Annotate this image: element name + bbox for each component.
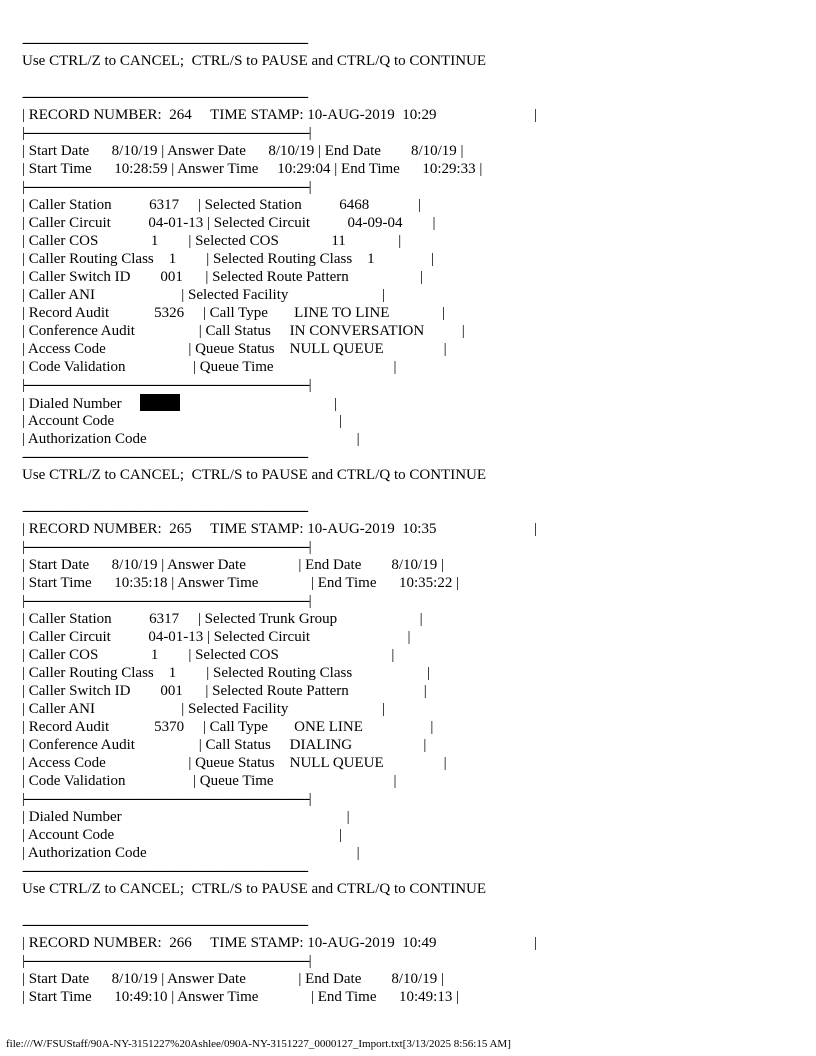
- dialed-number-label: | Dialed Number: [22, 396, 141, 412]
- report-line: | Caller Station 6317 | Selected Trunk Group |: [22, 611, 423, 627]
- report-line: | Access Code | Queue Status NULL QUEUE |: [22, 755, 447, 771]
- report-line: | Caller Routing Class 1 | Selected Routing Class |: [22, 665, 431, 681]
- report-line: | Account Code |: [22, 413, 343, 429]
- report-line: | Code Validation | Queue Time |: [22, 359, 397, 375]
- report-line: | Start Time 10:49:10 | Answer Time | End Time 10:49:13 |: [22, 989, 460, 1005]
- report-line: | Start Time 10:35:18 | Answer Time | End Time 10:35:22 |: [22, 575, 460, 591]
- report-line: | RECORD NUMBER: 264 TIME STAMP: 10-AUG-2019 10:29 |: [22, 107, 537, 123]
- dialed-number-line: [22, 394, 537, 412]
- report-line: | RECORD NUMBER: 266 TIME STAMP: 10-AUG-2019 10:49 |: [22, 935, 537, 951]
- separator-line: |------------------------------------------------------------------------------------|: [22, 791, 310, 807]
- report-line: | Caller ANI | Selected Facility |: [22, 701, 386, 717]
- report-line: | Conference Audit | Call Status IN CONVERSATION |: [22, 323, 465, 339]
- report-line: Use CTRL/Z to CANCEL; CTRL/S to PAUSE and CTRL/Q to CONTINUE: [22, 881, 487, 897]
- report-line: | Start Date 8/10/19 | Answer Date 8/10/19 | End Date 8/10/19 |: [22, 143, 464, 159]
- separator-line: |------------------------------------------------------------------------------------|: [22, 593, 310, 609]
- separator-line: |------------------------------------------------------------------------------------|: [22, 953, 310, 969]
- report-line: | Code Validation | Queue Time |: [22, 773, 397, 789]
- report-line: | Caller ANI | Selected Facility |: [22, 287, 386, 303]
- report-line: Use CTRL/Z to CANCEL; CTRL/S to PAUSE and CTRL/Q to CONTINUE: [22, 53, 487, 69]
- dialed-number-rest: |: [180, 396, 338, 412]
- report-line: | RECORD NUMBER: 265 TIME STAMP: 10-AUG-2019 10:35 |: [22, 521, 537, 537]
- separator-line: |------------------------------------------------------------------------------------|: [22, 125, 310, 141]
- separator-line: |------------------------------------------------------------------------------------|: [22, 539, 310, 555]
- report-line: | Authorization Code |: [22, 845, 360, 861]
- report-line: | Record Audit 5326 | Call Type LINE TO LINE |: [22, 305, 445, 321]
- separator-line: ------------------------------------------------------------------------------------: [22, 863, 308, 879]
- report-text: [22, 34, 537, 1006]
- separator-line: |------------------------------------------------------------------------------------|: [22, 179, 310, 195]
- report-line: | Caller COS 1 | Selected COS 11 |: [22, 233, 402, 249]
- separator-line: ------------------------------------------------------------------------------------: [22, 35, 308, 51]
- separator-line: ------------------------------------------------------------------------------------: [22, 917, 308, 933]
- separator-line: ------------------------------------------------------------------------------------: [22, 89, 308, 105]
- separator-line: ------------------------------------------------------------------------------------: [22, 503, 308, 519]
- report-line: Use CTRL/Z to CANCEL; CTRL/S to PAUSE and CTRL/Q to CONTINUE: [22, 467, 487, 483]
- blank-line: [22, 898, 537, 916]
- report-line: | Caller Switch ID 001 | Selected Route Pattern |: [22, 683, 427, 699]
- report-line: | Record Audit 5370 | Call Type ONE LINE |: [22, 719, 434, 735]
- report-line: | Caller COS 1 | Selected COS |: [22, 647, 395, 663]
- report-line: | Access Code | Queue Status NULL QUEUE |: [22, 341, 447, 357]
- report-line: | Caller Routing Class 1 | Selected Routing Class 1 |: [22, 251, 434, 267]
- report-line: | Dialed Number |: [22, 809, 350, 825]
- blank-line: [22, 70, 537, 88]
- report-line: | Caller Station 6317 | Selected Station 6468 |: [22, 197, 421, 213]
- report-line: | Start Date 8/10/19 | Answer Date | End Date 8/10/19 |: [22, 557, 444, 573]
- file-path-footer: file:///W/FSUStaff/90A-NY-3151227%20Ashlee/090A-NY-3151227_0000127_Import.txt[3/13/2025 8:56:15 AM]: [6, 1038, 511, 1050]
- separator-line: ------------------------------------------------------------------------------------: [22, 449, 308, 465]
- report-line: | Authorization Code |: [22, 431, 360, 447]
- report-line: | Start Time 10:28:59 | Answer Time 10:29:04 | End Time 10:29:33 |: [22, 161, 483, 177]
- report-line: | Caller Circuit 04-01-13 | Selected Circuit 04-09-04 |: [22, 215, 436, 231]
- report-line: | Start Date 8/10/19 | Answer Date | End Date 8/10/19 |: [22, 971, 444, 987]
- report-line: | Account Code |: [22, 827, 343, 843]
- report-line: | Conference Audit | Call Status DIALING |: [22, 737, 427, 753]
- report-line: | Caller Switch ID 001 | Selected Route Pattern |: [22, 269, 424, 285]
- report-line: | Caller Circuit 04-01-13 | Selected Circuit |: [22, 629, 411, 645]
- blank-line: [22, 484, 537, 502]
- redaction-box: [140, 394, 180, 411]
- separator-line: |------------------------------------------------------------------------------------|: [22, 377, 310, 393]
